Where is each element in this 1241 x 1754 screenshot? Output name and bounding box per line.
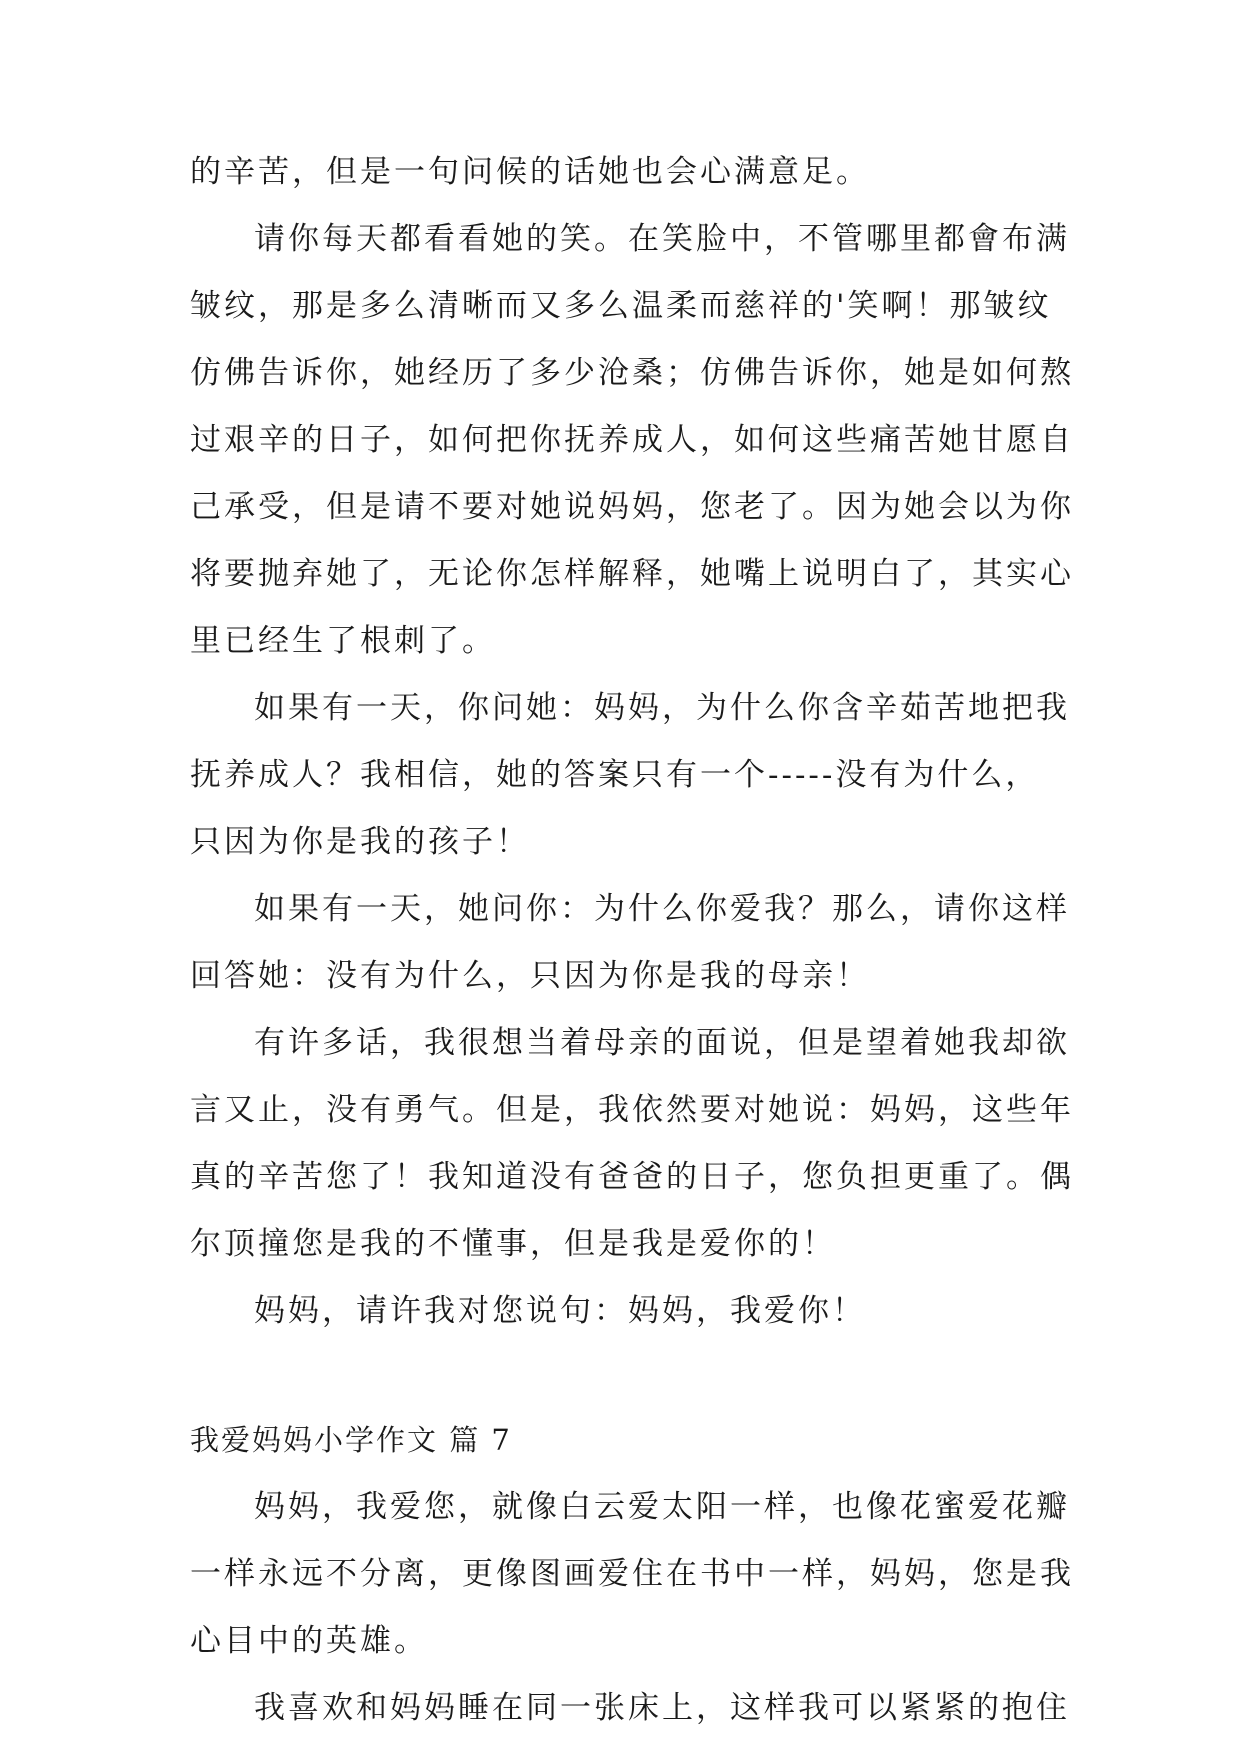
text-line: 将要抛弃她了，无论你怎样解释，她嘴上说明白了，其实心 (190, 556, 1074, 592)
text-line: 妈妈，请许我对您说句：妈妈，我爱你！ (254, 1293, 866, 1329)
text-line: 心目中的英雄。 (190, 1623, 428, 1659)
text-line: 抚养成人？我相信，她的答案只有一个-----没有为什么， (190, 757, 1040, 793)
text-line: 一样永远不分离，更像图画爱住在书中一样，妈妈，您是我 (190, 1556, 1074, 1592)
text-line: 真的辛苦您了！我知道没有爸爸的日子，您负担更重了。偶 (190, 1159, 1074, 1195)
text-line: 里已经生了根刺了。 (190, 623, 496, 659)
text-line: 有许多话，我很想当着母亲的面说，但是望着她我却欲 (254, 1025, 1070, 1061)
text-line: 我喜欢和妈妈睡在同一张床上，这样我可以紧紧的抱住 (254, 1690, 1070, 1726)
text-line: 的辛苦，但是一句问候的话她也会心满意足。 (190, 154, 870, 190)
text-line: 如果有一天，她问你：为什么你爱我？那么，请你这样 (254, 891, 1070, 927)
text-line: 尔顶撞您是我的不懂事，但是我是爱你的！ (190, 1226, 836, 1262)
text-line: 过艰辛的日子，如何把你抚养成人，如何这些痛苦她甘愿自 (190, 422, 1074, 458)
text-line: 请你每天都看看她的笑。在笑脸中，不管哪里都會布满 (254, 221, 1070, 257)
text-line: 如果有一天，你问她：妈妈，为什么你含辛茹苦地把我 (254, 690, 1070, 726)
text-line: 己承受，但是请不要对她说妈妈，您老了。因为她会以为你 (190, 489, 1074, 525)
text-line: 妈妈，我爱您，就像白云爱太阳一样，也像花蜜爱花瓣 (254, 1489, 1070, 1525)
text-line: 回答她：没有为什么，只因为你是我的母亲！ (190, 958, 870, 994)
section-heading: 我爱妈妈小学作文 篇 7 (190, 1423, 512, 1457)
text-line: 只因为你是我的孩子！ (190, 824, 530, 860)
text-line: 仿佛告诉你，她经历了多少沧桑；仿佛告诉你，她是如何熬 (190, 355, 1074, 391)
text-line: 言又止，没有勇气。但是，我依然要对她说：妈妈，这些年 (190, 1092, 1074, 1128)
text-line: 皱纹，那是多么清晰而又多么温柔而慈祥的'笑啊！那皱纹 (190, 288, 1052, 324)
